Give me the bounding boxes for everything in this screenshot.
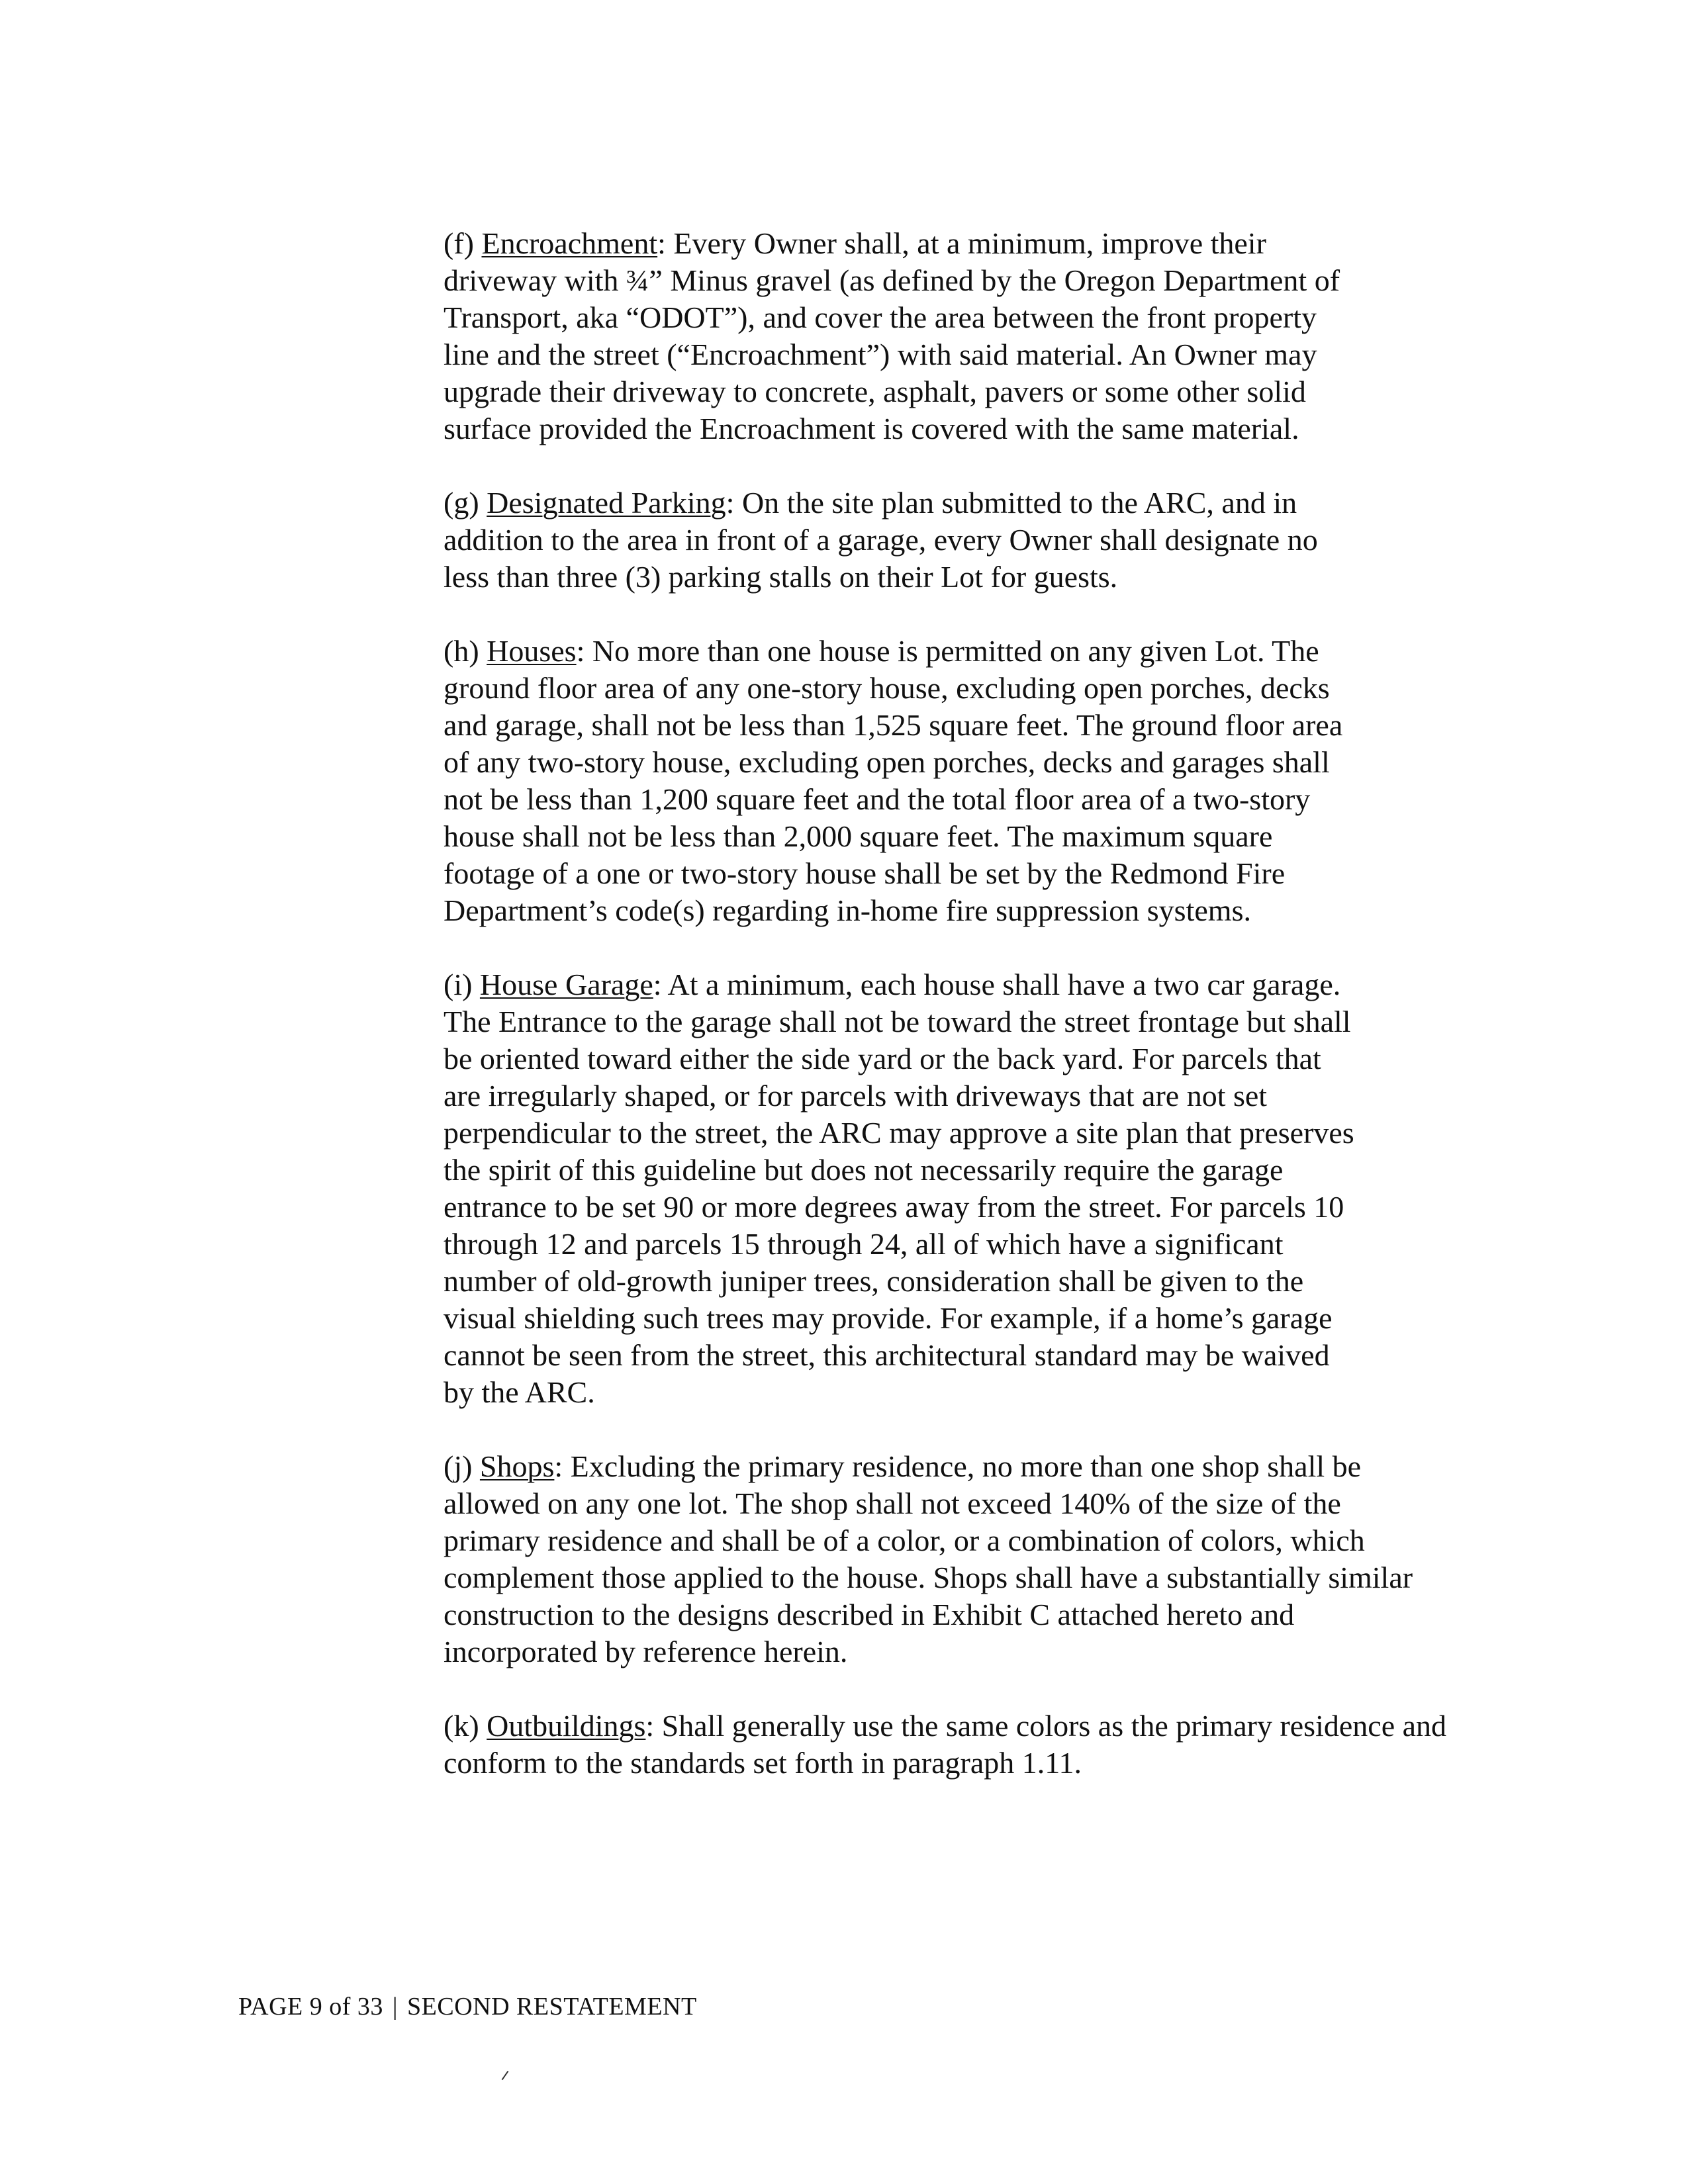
page-number: PAGE 9 of 33	[238, 1993, 383, 2021]
paragraph-label: (h)	[444, 634, 487, 668]
document-body	[444, 225, 1476, 1819]
paragraph-label: (f)	[444, 226, 482, 260]
paragraph-label: (g)	[444, 486, 487, 520]
scan-artifact-mark	[502, 2071, 509, 2080]
paragraph-heading: Houses	[487, 634, 577, 668]
paragraph-heading: Designated Parking	[487, 486, 726, 520]
paragraph-text: : Shall generally use the same colors as the primary residence and conform to the standards set forth in paragraph 1.11.	[444, 1709, 1447, 1780]
paragraph-text: : Excluding the primary residence, no more than one shop shall be allowed on any one lot. The shop shall not exceed 140% of the size of the primary residence and shall be of a color, or a combination of colors, which complement those applied to the house. Shops shall have a substantially similar construction to the designs described in Exhibit C attached hereto and incorporated by reference herein.	[444, 1449, 1413, 1668]
paragraph-label: (i)	[444, 968, 480, 1001]
paragraph-text: : No more than one house is permitted on any given Lot. The ground floor area of any one-story house, excluding open porches, decks and garage, shall not be less than 1,525 square feet. The ground floor area of any two-story house, excluding open porches, decks and garages shall not be less than 1,200 square feet and the total floor area of a two-story house shall not be less than 2,000 square feet. The maximum square footage of a one or two-story house shall be set by the Redmond Fire Department’s code(s) regarding in-home fire suppression systems.	[444, 634, 1343, 927]
paragraph-label: (k)	[444, 1709, 487, 1743]
paragraph-text: : Every Owner shall, at a minimum, improve their driveway with ¾” Minus gravel (as defined by the Oregon Department of Transport, aka “ODOT”), and cover the area between the front property line and the street (“Encroachment”) with said material. An Owner may upgrade their driveway to concrete, asphalt, pavers or some other solid surface provided the Encroachment is covered with the same material.	[444, 226, 1340, 445]
paragraph-encroachment	[444, 225, 1476, 447]
paragraph-outbuildings	[444, 1707, 1476, 1782]
paragraph-heading: Encroachment	[481, 226, 658, 260]
paragraph-designated-parking	[444, 484, 1476, 596]
paragraph-text: : On the site plan submitted to the ARC, and in addition to the area in front of a garage, every Owner shall designate no less than three (3) parking stalls on their Lot for guests.	[444, 486, 1318, 594]
paragraph-label: (j)	[444, 1449, 480, 1483]
paragraph-heading: House Garage	[479, 968, 653, 1001]
footer-separator: |	[392, 1993, 399, 2021]
paragraph-text: : At a minimum, each house shall have a two car garage. The Entrance to the garage shall not be toward the street frontage but shall be oriented toward either the side yard or the back yard. For parcels that are irregularly shaped, or for parcels with driveways that are not set perpendicular to the street, the ARC may approve a site plan that preserves the spirit of this guideline but does not necessarily require the garage entrance to be set 90 or more degrees away from the street. For parcels 10 through 12 and parcels 15 through 24, all of which have a significant number of old-growth juniper trees, consideration shall be given to the visual shielding such trees may provide. For example, if a home’s garage cannot be seen from the street, this architectural standard may be waived by the ARC.	[444, 968, 1354, 1409]
paragraph-heading: Shops	[479, 1449, 555, 1483]
page-footer	[238, 1992, 697, 2021]
paragraph-houses	[444, 633, 1476, 929]
paragraph-house-garage	[444, 966, 1476, 1411]
paragraph-shops	[444, 1448, 1476, 1670]
document-title: SECOND RESTATEMENT	[407, 1993, 697, 2021]
paragraph-heading: Outbuildings	[487, 1709, 646, 1743]
